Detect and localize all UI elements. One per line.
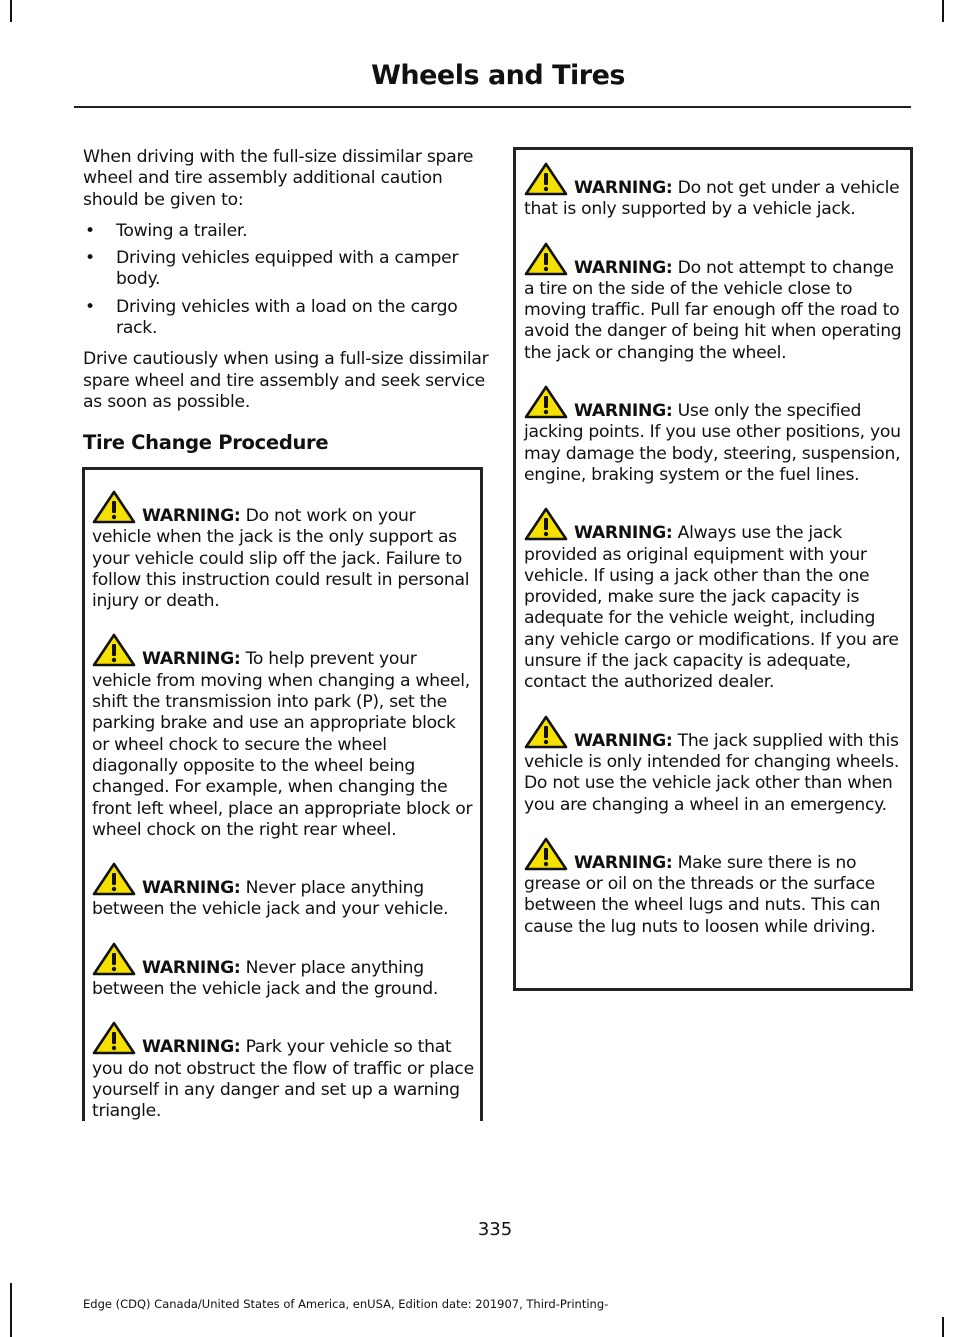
crop-mark-bottom-left: [10, 1283, 12, 1337]
warning-item: WARNING: Do not get under a vehicle that is only supported by a vehicle jack.: [524, 162, 906, 221]
caution-paragraph: Drive cautiously when using a full-size dissimilar spare wheel and tire assembly and seek service as soon as possible.: [83, 349, 489, 412]
warning-item: WARNING: Never place anything between the vehicle jack and your vehicle.: [92, 862, 476, 921]
footer-edition: Edge (CDQ) Canada/United States of America, enUSA, Edition date: 201907, Third-Printing-: [83, 1297, 609, 1311]
warning-item: WARNING: Never place anything between the vehicle jack and the ground.: [92, 942, 476, 1001]
warning-triangle-icon: [92, 862, 136, 896]
warning-triangle-icon: [92, 490, 136, 524]
intro-paragraph: When driving with the full-size dissimilar spare wheel and tire assembly additional caution should be given to:: [83, 147, 474, 210]
warning-triangle-icon: [524, 837, 568, 871]
warning-triangle-icon: [92, 633, 136, 667]
warning-triangle-icon: [524, 242, 568, 276]
warning-item: WARNING: The jack supplied with this vehicle is only intended for changing wheels. Do not use the vehicle jack other than when you are changing a wheel in an emergency.: [524, 715, 906, 816]
warning-item: WARNING: Do not work on your vehicle when the jack is the only support as your vehicle could slip off the jack. Failure to follow this instruction could result in personal injury or death.: [92, 490, 476, 612]
left-column-text: [83, 147, 495, 454]
warning-item: WARNING: Do not attempt to change a tire on the side of the vehicle close to moving traffic. Pull far enough off the road to avoid the danger of being hit when operating the jack or changing the wheel.: [524, 242, 906, 364]
right-warning-box: [513, 147, 913, 991]
warning-triangle-icon: [92, 942, 136, 976]
crop-mark-bottom-right: [942, 1317, 944, 1337]
warning-item: WARNING: To help prevent your vehicle from moving when changing a wheel, shift the transmission into park (P), set the parking brake and use an appropriate block or wheel chock to secure the wheel diagonally opposite to the wheel being changed. For example, when changing the front left wheel, place an appropriate block or wheel chock on the right rear wheel.: [92, 633, 476, 841]
crop-mark-top-right: [942, 0, 944, 22]
warning-triangle-icon: [524, 507, 568, 541]
header-divider: [74, 106, 911, 108]
warning-item: WARNING: Always use the jack provided as original equipment with your vehicle. If using a jack other than the one provided, make sure the jack capacity is adequate for the vehicle weight, including any vehicle cargo or modifications. If you are unsure if the jack capacity is adequate, contact the authorized dealer.: [524, 507, 906, 693]
page-title: Wheels and Tires: [371, 60, 625, 91]
bullet-glyph: •: [85, 248, 95, 269]
warning-triangle-icon: [524, 385, 568, 419]
bullet-glyph: •: [85, 220, 95, 241]
warning-item: WARNING: Make sure there is no grease or oil on the threads or the surface between the wheel lugs and nuts. This can cause the lug nuts to loosen while driving.: [524, 837, 906, 938]
left-warning-box: [82, 467, 483, 1121]
list-item: • Driving vehicles with a load on the cargo rack.: [85, 296, 458, 339]
section-heading: Tire Change Procedure: [83, 431, 329, 455]
page-number: 335: [477, 1219, 513, 1240]
warning-item: WARNING: Park your vehicle so that you do not obstruct the flow of traffic or place yourself in any danger and set up a warning triangle.: [92, 1021, 476, 1122]
list-item: • Driving vehicles equipped with a camper body.: [85, 248, 459, 290]
warning-triangle-icon: [524, 715, 568, 749]
warning-triangle-icon: [524, 162, 568, 196]
warning-triangle-icon: [92, 1021, 136, 1055]
warning-item: WARNING: Use only the specified jacking points. If you use other positions, you may damage the body, steering, suspension, engine, braking system or the fuel lines.: [524, 385, 906, 486]
bullet-glyph: •: [85, 296, 95, 317]
list-item: • Towing a trailer.: [85, 220, 248, 241]
crop-mark-top-left: [10, 0, 12, 22]
bullet-list: [83, 221, 495, 339]
